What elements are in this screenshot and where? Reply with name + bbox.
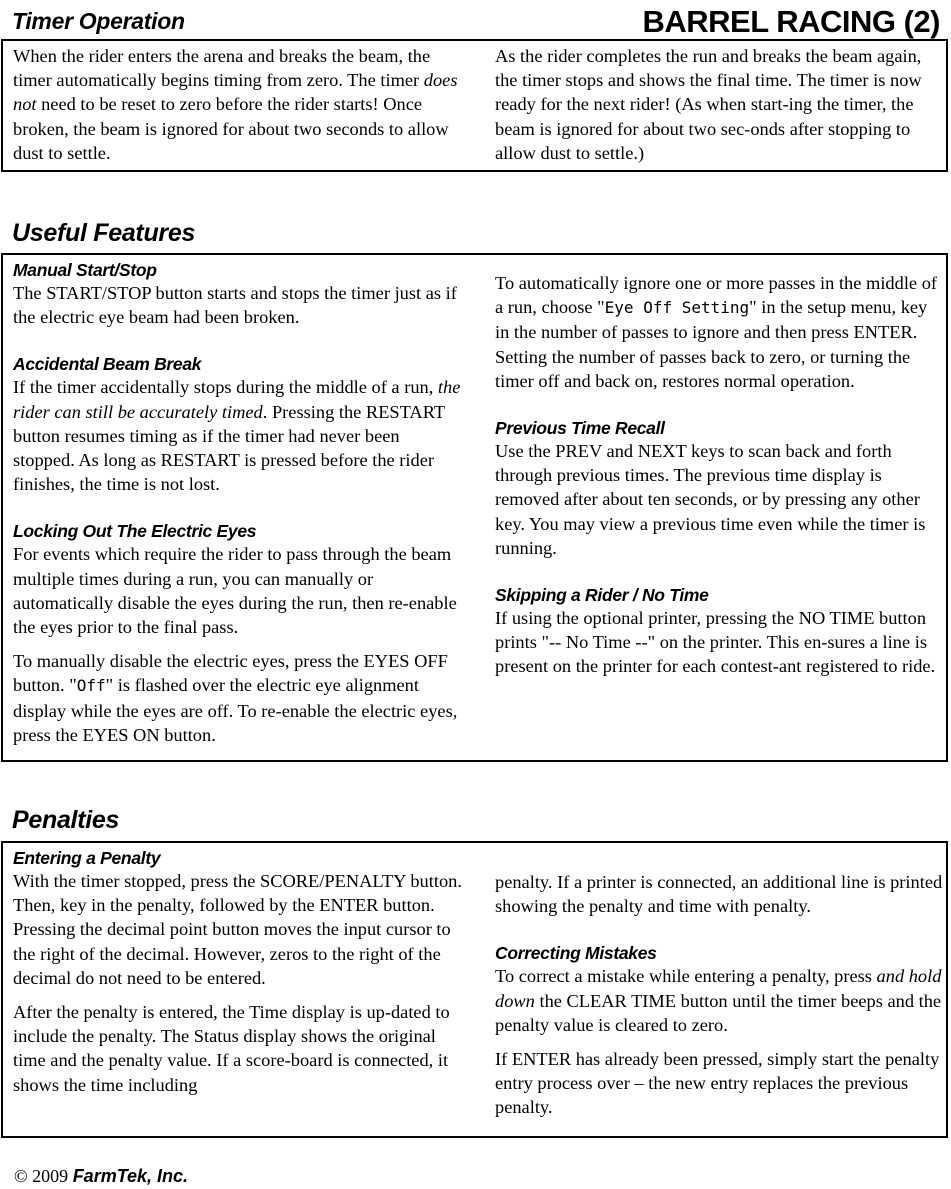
penalties-heading: Penalties	[12, 806, 120, 834]
accidental-beam-break-text: If the timer accidentally stops during the middle of a run, the rider can still be accurately timed. Pressing the RESTART button resumes timing as if the timer had never been stopped. As long as RESTART is pressed before the rider finishes, the time is not lost.	[13, 377, 461, 495]
skipping-rider-text: If using the optional printer, pressing the NO TIME button prints "-- No Time --" on the printer. This en-sures a line is present on the printer for each contest-ant registered to ride.	[495, 608, 936, 677]
after-penalty-text: After the penalty is entered, the Time display is up-dated to include the penalty. The Status display shows the original time and the penalty value. If a score-board is connected, it shows the time including	[13, 1002, 450, 1095]
penalty-continued-text: penalty. If a printer is connected, an additional line is printed showing the penalty and time with penalty.	[495, 872, 943, 917]
entering-penalty-text: With the timer stopped, press the SCORE/PENALTY button. Then, key in the penalty, followed by the ENTER button. Pressing the decimal point button moves the input cursor to the right of the decimal. However, zeros to the right of the decimal do not need to be entered.	[13, 871, 462, 988]
useful-features-left	[13, 259, 463, 747]
manual-disable-text: To manually disable the electric eyes, press the EYES OFF button. "Off" is flashed over the electric eye alignment display while the eyes are off. To re-enable the electric eyes, press the EYES ON button.	[13, 651, 458, 745]
useful-features-right	[495, 271, 945, 679]
manual-start-stop-text: The START/STOP button starts and stops the timer just as if the electric eye beam had been broken.	[13, 283, 457, 328]
locking-out-text: For events which require the rider to pass through the beam multiple times during a run, you can manually or automatically disable the eyes during the run, then re-enable the eyes prior to the final pass.	[13, 544, 457, 638]
entering-penalty-title: Entering a Penalty	[13, 848, 161, 868]
timer-operation-box	[1, 39, 948, 172]
useful-features-box	[1, 253, 948, 762]
correcting-mistakes-title: Correcting Mistakes	[495, 943, 657, 964]
copyright-text: © 2009	[14, 1166, 69, 1186]
manual-start-stop-title: Manual Start/Stop	[13, 260, 157, 280]
off-display-code: Off	[76, 676, 106, 696]
penalties-right	[495, 870, 945, 1120]
does-not-emphasis: does not	[13, 70, 458, 115]
accidental-beam-break-title: Accidental Beam Break	[13, 354, 202, 375]
penalties-left	[13, 847, 463, 1097]
timer-operation-right: As the rider completes the run and breaks the beam again, the timer stops and shows the final time. The timer is now ready for the next rider! (As when start-ing the timer, the beam is ignored for about two sec-onds after stopping to allow dust to settle.)	[495, 46, 922, 163]
company-brand: FarmTek, Inc.	[72, 1166, 189, 1186]
previous-time-recall-title: Previous Time Recall	[495, 418, 665, 439]
penalties-box	[1, 841, 948, 1138]
timer-operation-left: When the rider enters the arena and breaks the beam, the timer automatically begins timing from zero. The timer does not need to be reset to zero before the rider starts! Once broken, the beam is ignored for about two seconds to allow dust to settle.	[13, 46, 458, 163]
auto-disable-text: To automatically ignore one or more passes in the middle of a run, choose "Eye Off Setting" in the setup menu, key in the number of passes to ignore and then press ENTER. Setting the number of passes back to zero, or turning the timer off and back on, restores normal operation.	[495, 273, 938, 391]
previous-time-recall-text: Use the PREV and NEXT keys to scan back and forth through previous times. The previous time display is removed after about ten seconds, or by pressing any other key. You may view a previous time even while the timer is running.	[495, 441, 926, 558]
correcting-mistakes-text: To correct a mistake while entering a penalty, press and hold down the CLEAR TIME button until the timer beeps and the penalty value is cleared to zero.	[495, 966, 942, 1035]
page-footer	[14, 1166, 188, 1187]
eye-off-setting-code: Eye Off Setting	[604, 298, 750, 318]
redo-penalty-text: If ENTER has already been pressed, simply start the penalty entry process over – the new entry replaces the previous penalty.	[495, 1049, 940, 1118]
header-page-title: BARREL RACING (2)	[642, 4, 940, 39]
useful-features-heading: Useful Features	[12, 219, 196, 247]
page-header	[12, 4, 940, 39]
locking-out-title: Locking Out The Electric Eyes	[13, 521, 257, 542]
header-section-title: Timer Operation	[12, 8, 185, 34]
skipping-rider-title: Skipping a Rider / No Time	[495, 585, 709, 606]
